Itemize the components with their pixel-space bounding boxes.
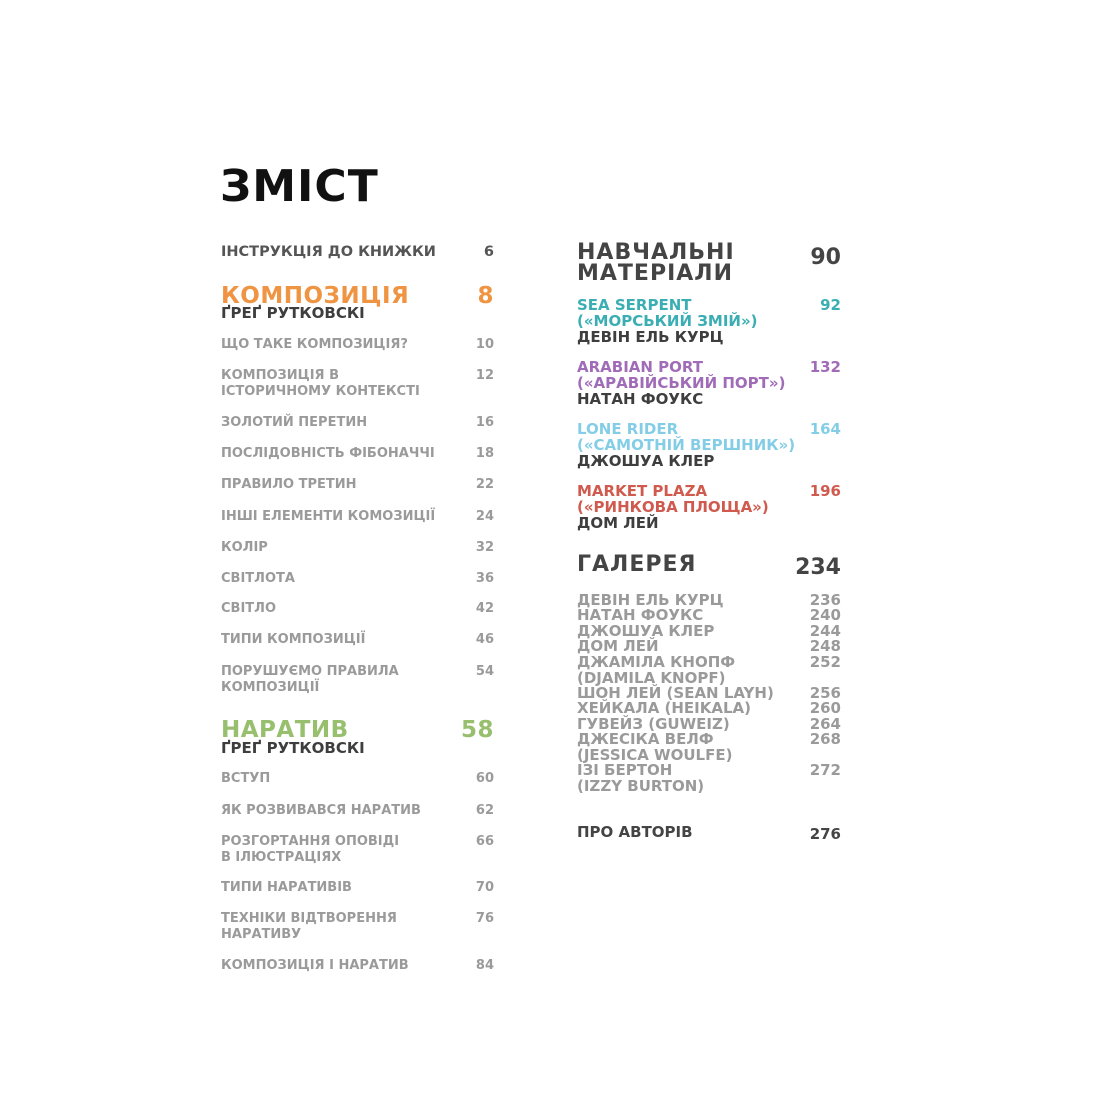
toc-entry-label: ТИПИ НАРАТИВІВ bbox=[221, 880, 352, 895]
gallery-entry-page: 248 bbox=[809, 637, 841, 655]
section-tutorials-heading[interactable] bbox=[577, 242, 841, 284]
toc-entry-page: 36 bbox=[475, 571, 494, 586]
toc-entry-label: ЯК РОЗВИВАВСЯ НАРАТИВ bbox=[221, 803, 421, 818]
toc-entry-page: 46 bbox=[475, 632, 494, 647]
toc-entry-page: 84 bbox=[475, 958, 494, 973]
toc-entry-page: 22 bbox=[475, 477, 494, 492]
gallery-entry-page: 256 bbox=[809, 684, 841, 702]
gallery-entry-page: 260 bbox=[809, 699, 841, 717]
tutorial-title: MARKET PLAZA («РИНКОВА ПЛОЩА») bbox=[577, 482, 769, 516]
gallery-entry-label: ДЖАМІЛА КНОПФ (DJAMILA KNOPF) bbox=[577, 653, 736, 687]
toc-entry-page: 70 bbox=[475, 880, 494, 895]
section-title: НАВЧАЛЬНІ МАТЕРІАЛИ bbox=[577, 240, 735, 286]
toc-entry-page: 24 bbox=[475, 509, 494, 524]
tutorial-page: 132 bbox=[809, 358, 841, 376]
toc-entry-page: 76 bbox=[475, 911, 494, 926]
gallery-entry-page: 244 bbox=[809, 622, 841, 640]
toc-entry-about[interactable] bbox=[577, 823, 841, 843]
toc-entry[interactable] bbox=[221, 509, 494, 525]
tutorial-page: 92 bbox=[820, 296, 841, 314]
gallery-entry-label: НАТАН ФОУКС bbox=[577, 606, 704, 624]
toc-entry[interactable] bbox=[221, 540, 494, 556]
tutorial-title: SEA SERPENT («МОРСЬКИЙ ЗМІЙ») bbox=[577, 296, 758, 330]
toc-entry-label: КОЛІР bbox=[221, 540, 268, 555]
toc-entry-label: ПРАВИЛО ТРЕТИН bbox=[221, 477, 357, 492]
toc-entry-page: 276 bbox=[809, 825, 841, 843]
toc-entry-label: ІНСТРУКЦІЯ ДО КНИЖКИ bbox=[221, 244, 436, 260]
toc-entry-label: ТЕХНІКИ ВІДТВОРЕННЯ НАРАТИВУ bbox=[221, 911, 397, 942]
toc-entry[interactable] bbox=[221, 880, 494, 896]
toc-entry[interactable] bbox=[221, 368, 494, 400]
gallery-entry[interactable] bbox=[577, 655, 841, 686]
toc-entry-label: РОЗГОРТАННЯ ОПОВІДІ В ІЛЮСТРАЦІЯХ bbox=[221, 834, 400, 865]
tutorial-title: LONE RIDER («САМОТНІЙ ВЕРШНИК») bbox=[577, 420, 796, 454]
toc-entry-label: СВІТЛОТА bbox=[221, 571, 295, 586]
section-title: НАРАТИВ bbox=[221, 717, 349, 743]
gallery-entry-page: 252 bbox=[809, 653, 841, 671]
toc-entry-label: КОМПОЗИЦІЯ В ІСТОРИЧНОМУ КОНТЕКСТІ bbox=[221, 368, 420, 399]
gallery-entry-page: 268 bbox=[809, 730, 841, 748]
toc-entry-label: ПОСЛІДОВНІСТЬ ФІБОНАЧЧІ bbox=[221, 446, 435, 461]
toc-entry-label: ПРО АВТОРІВ bbox=[577, 823, 693, 841]
toc-entry-page: 32 bbox=[475, 540, 494, 555]
toc-entry[interactable] bbox=[221, 571, 494, 587]
gallery-entry-label: ІЗІ БЕРТОН (IZZY BURTON) bbox=[577, 761, 705, 795]
toc-entry-label: ЩО ТАКЕ КОМПОЗИЦІЯ? bbox=[221, 337, 408, 352]
toc-entry[interactable] bbox=[221, 664, 494, 696]
toc-entry[interactable] bbox=[221, 958, 494, 974]
gallery-entry-page: 264 bbox=[809, 715, 841, 733]
section-title: КОМПОЗИЦІЯ bbox=[221, 283, 410, 309]
tutorial-page: 164 bbox=[809, 420, 841, 438]
section-gallery-heading[interactable] bbox=[577, 554, 841, 579]
gallery-entry-label: ДОМ ЛЕЙ bbox=[577, 637, 659, 655]
toc-entry-label: ВСТУП bbox=[221, 771, 271, 786]
section-title: ГАЛЕРЕЯ bbox=[577, 552, 697, 577]
toc-entry[interactable] bbox=[221, 446, 494, 462]
toc-entry-page: 16 bbox=[475, 415, 494, 430]
toc-entry-label: ЗОЛОТИЙ ПЕРЕТИН bbox=[221, 415, 368, 430]
section-narrative-author bbox=[221, 739, 494, 757]
gallery-entry[interactable] bbox=[577, 732, 841, 763]
section-author: ҐРЕҐ РУТКОВСКІ bbox=[221, 304, 365, 322]
toc-entry-page: 42 bbox=[475, 601, 494, 616]
toc-entry-page: 6 bbox=[483, 244, 494, 260]
tutorial-author: НАТАН ФОУКС bbox=[577, 390, 704, 408]
toc-entry[interactable] bbox=[221, 911, 494, 943]
gallery-entry-page: 272 bbox=[809, 761, 841, 779]
gallery-entry-label: ГУВЕЙЗ (GUWEIZ) bbox=[577, 715, 730, 733]
toc-entry-page: 12 bbox=[475, 368, 494, 383]
tutorial-page: 196 bbox=[809, 482, 841, 500]
gallery-entry-label: ШОН ЛЕЙ (SEAN LAYH) bbox=[577, 684, 774, 702]
section-author: ҐРЕҐ РУТКОВСКІ bbox=[221, 739, 365, 757]
toc-entry-page: 18 bbox=[475, 446, 494, 461]
gallery-entry-page: 236 bbox=[809, 591, 841, 609]
page-title: ЗМІСТ bbox=[220, 161, 379, 212]
toc-entry[interactable] bbox=[221, 601, 494, 617]
toc-entry[interactable] bbox=[221, 803, 494, 819]
gallery-entry-label: ХЕЙКАЛА (HEIKALA) bbox=[577, 699, 752, 717]
toc-entry-label: ПОРУШУЄМО ПРАВИЛА КОМПОЗИЦІЇ bbox=[221, 664, 399, 695]
tutorial-author: ДЕВІН ЕЛЬ КУРЦ bbox=[577, 328, 724, 346]
tutorial-entry-lone-rider[interactable] bbox=[577, 421, 841, 469]
toc-entry-page: 60 bbox=[475, 771, 494, 786]
toc-entry-label: ТИПИ КОМПОЗИЦІЇ bbox=[221, 632, 366, 647]
tutorial-author: ДЖОШУА КЛЕР bbox=[577, 452, 715, 470]
tutorial-entry-sea-serpent[interactable] bbox=[577, 297, 841, 345]
gallery-entry-label: ДЖОШУА КЛЕР bbox=[577, 622, 715, 640]
toc-entry-page: 54 bbox=[475, 664, 494, 679]
section-page: 90 bbox=[810, 245, 841, 270]
toc-entry-page: 10 bbox=[475, 337, 494, 352]
gallery-entry-page: 240 bbox=[809, 606, 841, 624]
section-page: 8 bbox=[477, 283, 494, 309]
section-page: 234 bbox=[795, 555, 841, 580]
toc-entry[interactable] bbox=[221, 834, 494, 866]
toc-entry[interactable] bbox=[221, 771, 494, 787]
toc-entry[interactable] bbox=[221, 632, 494, 648]
tutorial-author: ДОМ ЛЕЙ bbox=[577, 514, 659, 532]
gallery-entry[interactable] bbox=[577, 763, 841, 794]
tutorial-entry-arabian-port[interactable] bbox=[577, 359, 841, 407]
toc-entry-label: СВІТЛО bbox=[221, 601, 277, 616]
toc-entry-instructions[interactable] bbox=[221, 243, 494, 261]
toc-entry-label: ІНШІ ЕЛЕМЕНТИ КОМОЗИЦІЇ bbox=[221, 509, 436, 524]
toc-entry[interactable] bbox=[221, 477, 494, 493]
toc-entry-page: 62 bbox=[475, 803, 494, 818]
toc-entry-label: КОМПОЗИЦІЯ І НАРАТИВ bbox=[221, 958, 409, 973]
tutorial-title: ARABIAN PORT («АРАВІЙСЬКИЙ ПОРТ») bbox=[577, 358, 786, 392]
tutorial-entry-market-plaza[interactable] bbox=[577, 483, 841, 531]
gallery-entry-label: ДЖЕСІКА ВЕЛФ (JESSICA WOULFE) bbox=[577, 730, 733, 764]
gallery-entry-label: ДЕВІН ЕЛЬ КУРЦ bbox=[577, 591, 724, 609]
section-composition-author bbox=[221, 304, 494, 322]
toc-entry-page: 66 bbox=[475, 834, 494, 849]
toc-entry[interactable] bbox=[221, 337, 494, 353]
toc-entry[interactable] bbox=[221, 415, 494, 431]
section-page: 58 bbox=[460, 717, 494, 743]
